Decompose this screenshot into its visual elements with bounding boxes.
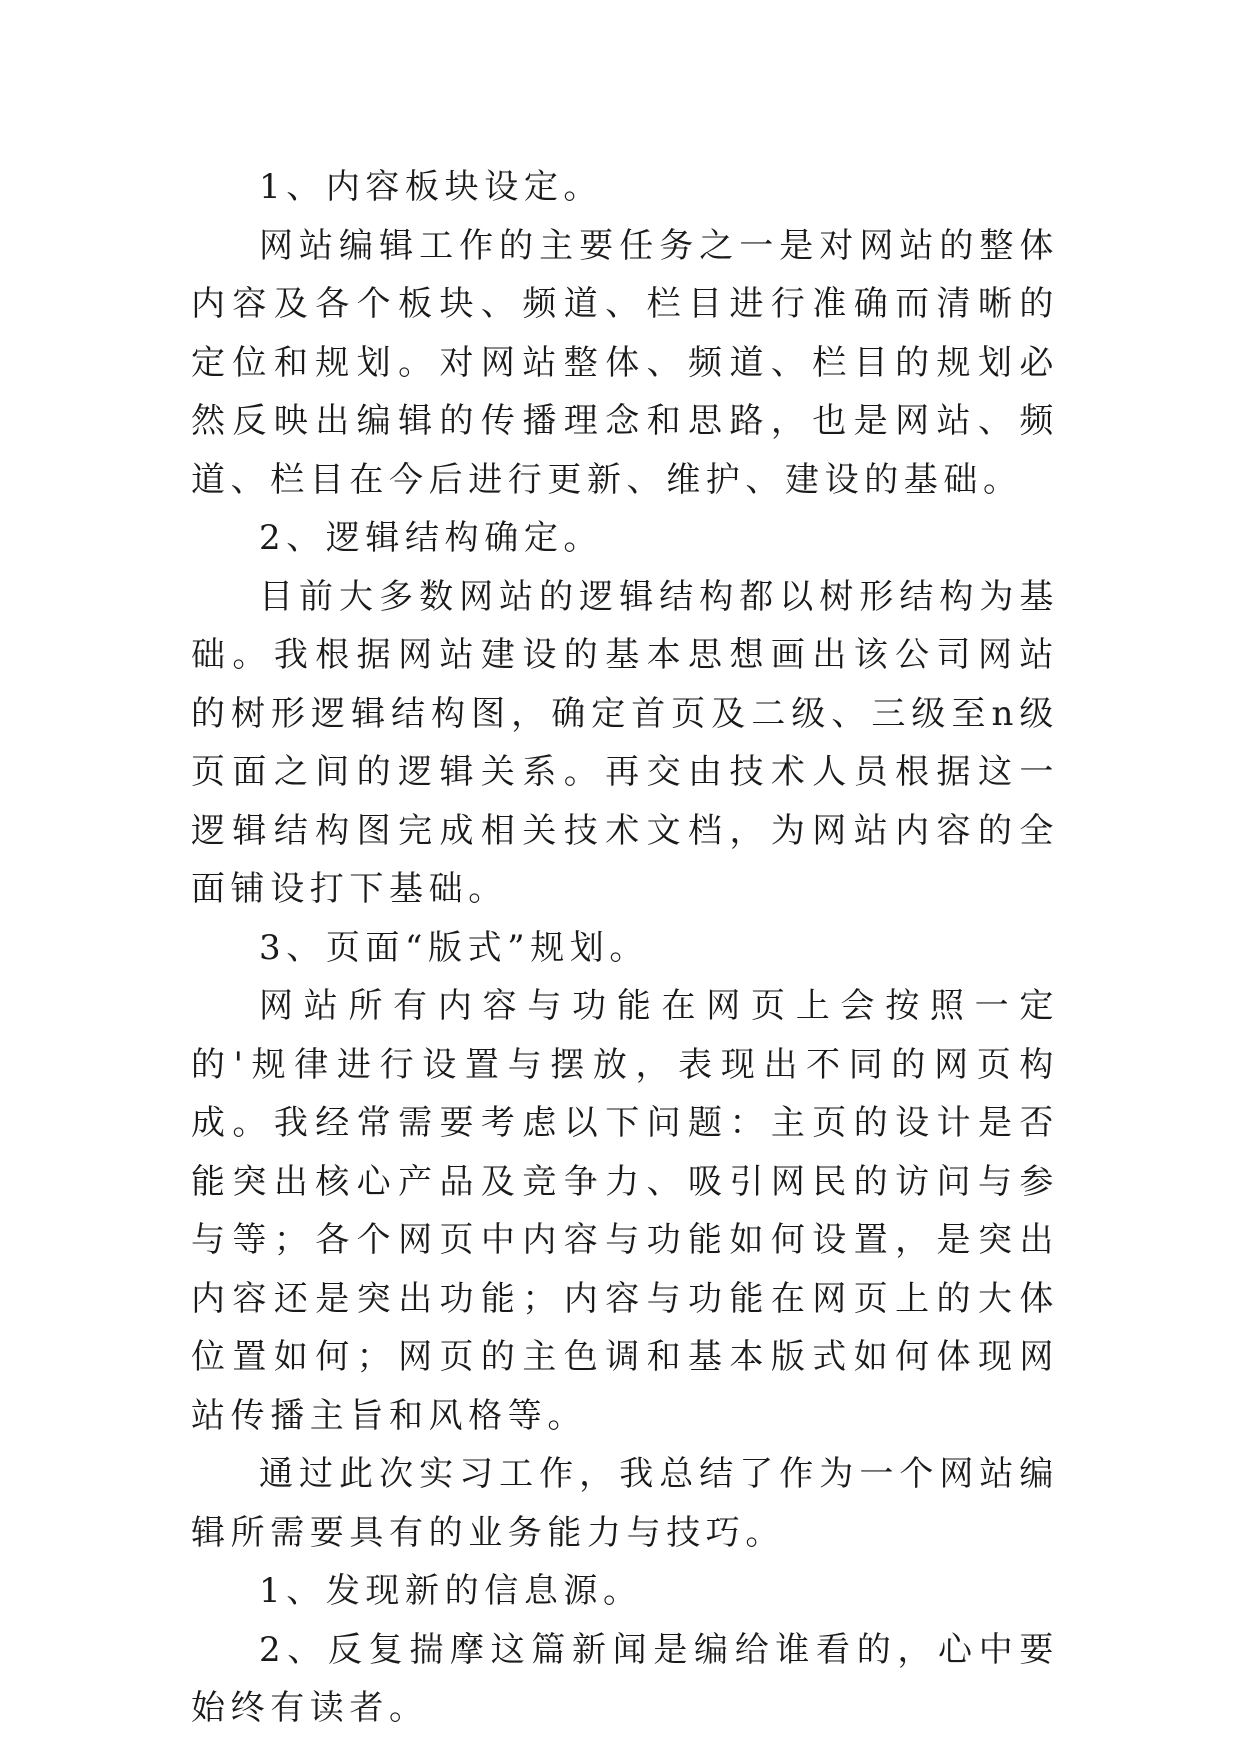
section-heading-logic-structure: 2、逻辑结构确定。 <box>259 518 604 558</box>
paragraph-content-blocks: 网站编辑工作的主要任务之一是对网站的整体内容及各个板块、频道、栏目进行准确而清晰的定位和规划。对网站整体、频道、栏目的规划必然反映出编辑的传播理念和思路，也是网站、频道、栏目在今后进行更新、维护、建设的基础。 <box>191 225 1059 500</box>
paragraph-logic-structure: 目前大多数网站的逻辑结构都以树形结构为基础。我根据网站建设的基本思想画出该公司网站的树形逻辑结构图，确定首页及二级、三级至n级页面之间的逻辑关系。再交由技术人员根据这一逻辑结构图完成相关技术文档，为网站内容的全面铺设打下基础。 <box>191 576 1059 909</box>
list-item-readers: 2、反复揣摩这篇新闻是编给谁看的，心中要始终有读者。 <box>191 1629 1059 1728</box>
paragraph-page-layout: 网站所有内容与功能在网页上会按照一定的'规律进行设置与摆放，表现出不同的网页构成。我经常需要考虑以下问题：主页的设计是否能突出核心产品及竞争力、吸引网民的访问与参与等；各个网页中内容与功能如何设置，是突出内容还是突出功能；内容与功能在网页上的大体位置如何；网页的主色调和基本版式如何体现网站传播主旨和风格等。 <box>191 986 1059 1436</box>
section-heading-content-blocks: 1、内容板块设定。 <box>259 167 604 207</box>
section-heading-page-layout: 3、页面“版式”规划。 <box>259 927 649 968</box>
paragraph-summary: 通过此次实习工作，我总结了作为一个网站编辑所需要具有的业务能力与技巧。 <box>191 1454 1059 1553</box>
document-body <box>191 158 1059 1738</box>
list-item-new-sources: 1、发现新的信息源。 <box>259 1571 643 1611</box>
